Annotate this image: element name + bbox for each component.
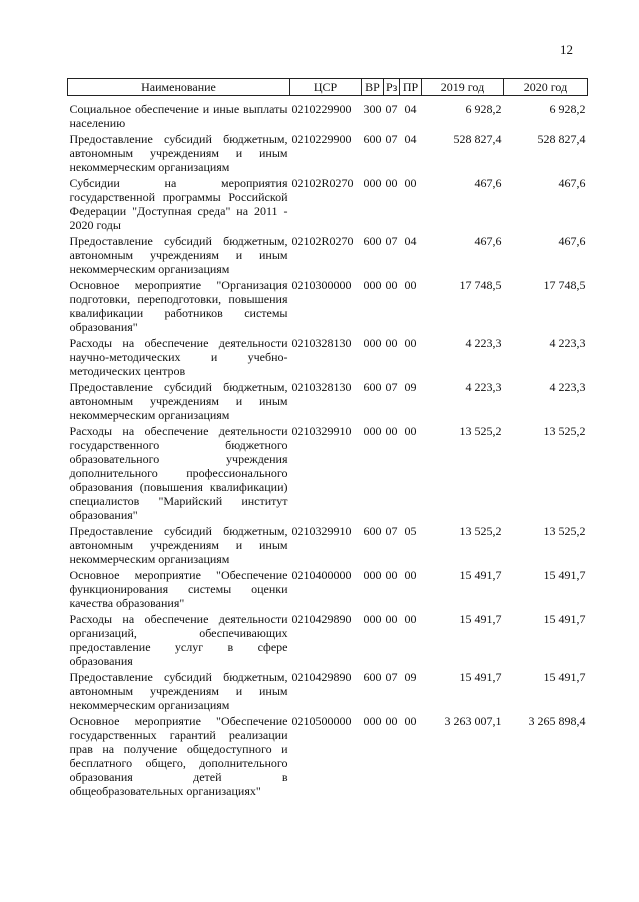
budget-table [67,78,588,800]
row-rz: 00 [385,714,398,728]
row-vr: 600 [363,524,382,538]
row-rz: 00 [385,612,398,626]
row-csr: 0210229900 [291,102,352,116]
row-2020: 3 265 898,4 [528,714,586,728]
row-pr: 00 [404,278,417,292]
row-2020: 15 491,7 [543,612,586,626]
row-pr: 00 [404,612,417,626]
row-name: Предоставление субсидий бюджетным, автономным учреждениям и иным некоммерческим организациям [69,234,288,276]
row-2019: 4 223,3 [465,336,502,350]
header-2020: 2020 год [504,79,588,96]
row-2020: 15 491,7 [543,568,586,582]
table-row [68,714,588,800]
table-row [68,336,588,380]
row-pr: 04 [404,234,417,248]
table-row [68,568,588,612]
row-2020: 13 525,2 [543,524,586,538]
row-name: Предоставление субсидий бюджетным, автономным учреждениям и иным некоммерческим организациям [69,524,288,566]
row-name: Основное мероприятие "Организация подготовки, переподготовки, повышения квалификации работников системы образования" [69,278,288,334]
row-2019: 4 223,3 [465,380,502,394]
header-vr: ВР [362,79,384,96]
header-csr: ЦСР [290,79,362,96]
row-pr: 00 [404,714,417,728]
row-2019: 15 491,7 [459,612,502,626]
row-csr: 02102R0270 [291,234,354,248]
row-pr: 00 [404,176,417,190]
row-vr: 000 [363,568,382,582]
row-2020: 4 223,3 [549,380,586,394]
row-csr: 0210329910 [291,524,352,538]
row-vr: 600 [363,132,382,146]
row-pr: 09 [404,380,417,394]
row-rz: 00 [385,336,398,350]
row-2019: 17 748,5 [459,278,502,292]
row-csr: 0210429890 [291,612,352,626]
row-pr: 04 [404,132,417,146]
row-rz: 00 [385,568,398,582]
row-2019: 467,6 [474,176,502,190]
row-vr: 000 [363,424,382,438]
row-pr: 09 [404,670,417,684]
row-vr: 600 [363,234,382,248]
row-name: Расходы на обеспечение деятельности государственного бюджетного образовательного учреждения дополнительного профессионального образования (повышения квалификации) специалистов "Марийский институт образования" [69,424,288,522]
row-name: Субсидии на мероприятия государственной программы Российской Федерации "Доступная среда" на 2011 - 2020 годы [69,176,288,232]
table-row [68,278,588,336]
table-row [68,234,588,278]
row-rz: 00 [385,278,398,292]
row-2020: 4 223,3 [549,336,586,350]
row-name: Предоставление субсидий бюджетным, автономным учреждениям и иным некоммерческим организациям [69,380,288,422]
row-csr: 0210329910 [291,424,352,438]
row-name: Предоставление субсидий бюджетным, автономным учреждениям и иным некоммерческим организациям [69,132,288,174]
table-row [68,670,588,714]
row-2019: 15 491,7 [459,568,502,582]
row-rz: 07 [385,380,398,394]
table-row [68,132,588,176]
header-pr: ПР [400,79,422,96]
row-csr: 0210500000 [291,714,352,728]
row-2019: 13 525,2 [459,524,502,538]
row-name: Расходы на обеспечение деятельности организаций, обеспечивающих предоставление услуг в сфере образования [69,612,288,668]
row-2019: 15 491,7 [459,670,502,684]
row-pr: 00 [404,336,417,350]
row-vr: 000 [363,176,382,190]
row-2019: 528 827,4 [453,132,502,146]
row-2019: 3 263 007,1 [444,714,502,728]
table-row [68,524,588,568]
row-name: Предоставление субсидий бюджетным, автономным учреждениям и иным некоммерческим организациям [69,670,288,712]
row-rz: 00 [385,424,398,438]
header-rz: Рз [384,79,400,96]
row-csr: 0210328130 [291,380,352,394]
row-name: Социальное обеспечение и иные выплаты населению [69,102,288,130]
row-csr: 02102R0270 [291,176,354,190]
row-vr: 600 [363,380,382,394]
row-2020: 528 827,4 [537,132,586,146]
header-name: Наименование [68,79,290,96]
row-2020: 13 525,2 [543,424,586,438]
table-body [68,96,588,801]
row-2020: 6 928,2 [549,102,586,116]
row-pr: 04 [404,102,417,116]
row-csr: 0210429890 [291,670,352,684]
table-row [68,612,588,670]
row-2020: 17 748,5 [543,278,586,292]
row-pr: 00 [404,568,417,582]
table-row [68,424,588,524]
row-2019: 467,6 [474,234,502,248]
row-name: Основное мероприятие "Обеспечение функционирования системы оценки качества образования" [69,568,288,610]
row-2020: 467,6 [558,234,586,248]
table-row [68,102,588,132]
row-rz: 07 [385,524,398,538]
table-header-row [68,79,588,96]
row-vr: 300 [363,102,382,116]
row-csr: 0210300000 [291,278,352,292]
row-rz: 00 [385,176,398,190]
table-row [68,176,588,234]
row-2020: 15 491,7 [543,670,586,684]
row-csr: 0210229900 [291,132,352,146]
row-vr: 000 [363,612,382,626]
row-rz: 07 [385,102,398,116]
row-csr: 0210400000 [291,568,352,582]
row-2019: 6 928,2 [465,102,502,116]
header-2019: 2019 год [422,79,504,96]
row-vr: 000 [363,336,382,350]
row-pr: 00 [404,424,417,438]
row-2019: 13 525,2 [459,424,502,438]
row-vr: 600 [363,670,382,684]
row-name: Расходы на обеспечение деятельности научно-методических и учебно-методических центров [69,336,288,378]
row-pr: 05 [404,524,417,538]
row-rz: 07 [385,132,398,146]
row-csr: 0210328130 [291,336,352,350]
page-number: 12 [560,42,573,57]
row-vr: 000 [363,714,382,728]
row-rz: 07 [385,670,398,684]
row-name: Основное мероприятие "Обеспечение государственных гарантий реализации прав на получение общедоступного и бесплатного общего, дополнительного образования детей в общеобразовательных организациях" [69,714,288,798]
row-vr: 000 [363,278,382,292]
row-rz: 07 [385,234,398,248]
table-row [68,380,588,424]
row-2020: 467,6 [558,176,586,190]
